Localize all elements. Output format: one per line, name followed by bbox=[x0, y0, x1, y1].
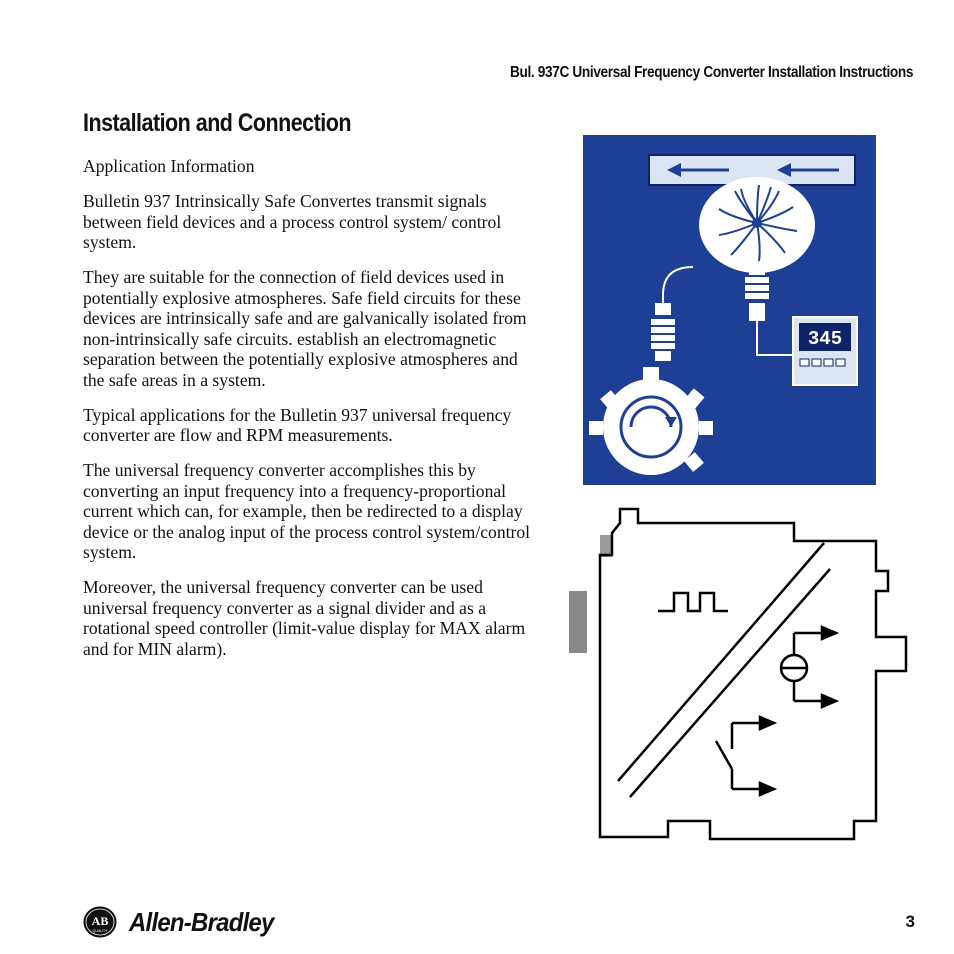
square-wave-icon bbox=[658, 593, 728, 611]
module-schematic bbox=[566, 505, 910, 850]
paragraph: The universal frequency converter accomplishes this by converting an input frequency into a frequency-proportional current which can, for example, then be redirected to a display device or the analog input of the process control system/control system. bbox=[83, 460, 531, 562]
terminal-block-small bbox=[600, 535, 612, 557]
logo-subtext: QUALITY bbox=[92, 929, 108, 933]
current-output-icon bbox=[781, 627, 836, 707]
ab-logo-icon bbox=[83, 905, 117, 939]
section-title: Installation and Connection bbox=[83, 109, 351, 137]
section-subtitle: Application Information bbox=[83, 156, 255, 176]
application-illustration bbox=[583, 135, 876, 490]
paragraph: They are suitable for the connection of field devices used in potentially explosive atmospheres. Safe field circuits for these devices are intrinsically safe and are galvanically isolated from non-intrinsically safe circuits. establish an electromagnetic separation between the potentially explosive atmospheres and the safe areas in a system. bbox=[83, 267, 527, 390]
page-number: 3 bbox=[905, 912, 915, 931]
display-readout: 345 bbox=[807, 328, 843, 350]
logo-initials: AB bbox=[91, 914, 109, 928]
display-unit bbox=[793, 317, 857, 385]
isolation-line bbox=[630, 569, 830, 797]
application-illustration-svg bbox=[583, 135, 876, 485]
module-schematic-svg bbox=[566, 505, 910, 845]
running-header: Bul. 937C Universal Frequency Converter Installation Instructions bbox=[509, 64, 913, 81]
paragraph: Typical applications for the Bulletin 937 universal frequency converter are flow and RPM measurements. bbox=[83, 404, 512, 445]
relay-switch-icon bbox=[716, 717, 774, 795]
body-text bbox=[83, 156, 541, 674]
allen-bradley-logo bbox=[83, 905, 286, 939]
isolation-line bbox=[618, 543, 824, 781]
paragraph: Bulletin 937 Intrinsically Safe Convertes transmit signals between field devices and a process control system/ control system. bbox=[83, 191, 502, 252]
terminal-block bbox=[569, 591, 587, 653]
brand-name: Allen-Bradley bbox=[129, 906, 274, 937]
paragraph: Moreover, the universal frequency converter can be used universal frequency converter as a signal divider and as a rotational speed controller (limit-value display for MAX alarm and for MIN alarm). bbox=[83, 577, 526, 659]
